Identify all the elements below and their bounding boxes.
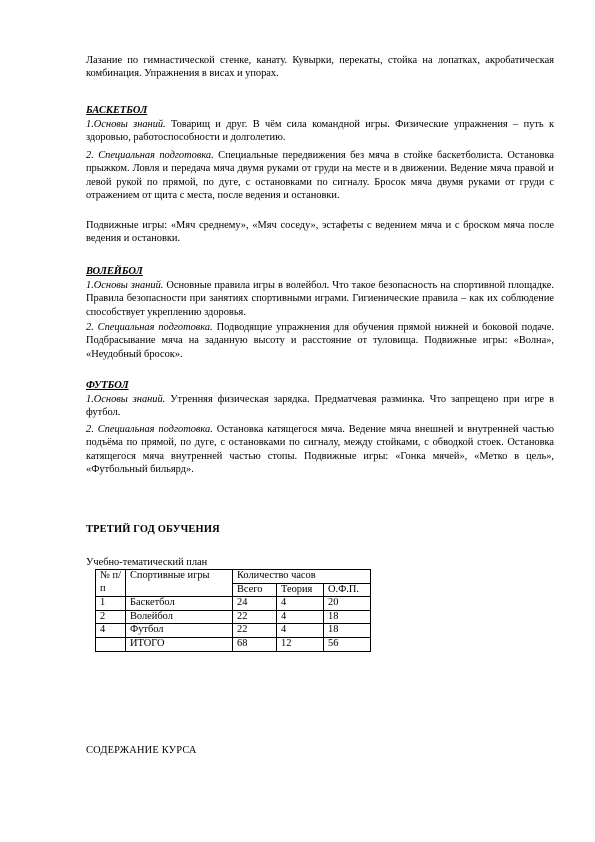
basketball-games-paragraph: Подвижные игры: «Мяч среднему», «Мяч соседу», эстафеты с ведением мяча и с броском мяча после ведения и остановки. [86,220,554,245]
row-ofp: 56 [324,637,371,651]
row-ofp: 20 [324,597,371,611]
study-plan-table [95,569,371,652]
row-total: 68 [233,637,277,651]
football-knowledge-text: Утренняя физическая зарядка. Предматчевая разминка. Что запрещено при игре в футбол. [86,394,554,419]
table-row [96,610,371,624]
header-total: Всего [233,583,277,597]
football-heading: ФУТБОЛ [86,380,129,391]
football-knowledge-paragraph [86,393,554,420]
row-total: 24 [233,597,277,611]
header-theory: Теория [277,583,324,597]
row-theory: 12 [277,637,324,651]
basketball-knowledge-paragraph [86,118,554,145]
row-name: Футбол [126,624,233,638]
volleyball-training-paragraph [86,321,554,361]
row-name: Волейбол [126,610,233,624]
row-theory: 4 [277,610,324,624]
row-ofp: 18 [324,624,371,638]
volleyball-knowledge-text: Основные правила игры в волейбол. Что такое безопасность на спортивной площадке. Правила безопасности при занятиях спортивными играми. Гигиенические правила – как их соблюдение способствует укреплению здоровья. [86,280,555,318]
basketball-knowledge-text: Товарищ и друг. В чём сила командной игры. Физические упражнения – путь к здоровью, работоспособности и долголетию. [86,119,554,144]
table-header-row [96,570,371,584]
volleyball-knowledge-paragraph [86,279,554,319]
row-theory: 4 [277,597,324,611]
table-row-total [96,637,371,651]
table-row [96,597,371,611]
basketball-heading: БАСКЕТБОЛ [86,105,148,116]
basketball-knowledge-label: 1.Основы знаний. [86,119,166,130]
basketball-training-text: Специальные передвижения без мяча в стойке баскетболиста. Остановка прыжком. Ловля и передача мяча двумя руками от груди на месте и в движении. Ведение мяча правой и левой рукой по прямой, по дуге, с остановками по сигналу. Бросок мяча двумя руками от груди с отражением от щита с места, после ведения и остановки. [86,150,554,202]
header-ofp: О.Ф.П. [324,583,371,597]
row-ofp: 18 [324,610,371,624]
row-number: 4 [96,624,126,638]
football-training-label: 2. Специальная подготовка. [86,424,213,435]
plan-caption: Учебно-тематический план [86,557,208,568]
row-number: 2 [96,610,126,624]
course-content-title: СОДЕРЖАНИЕ КУРСА [86,745,197,756]
header-hours-count: Количество часов [233,570,371,584]
basketball-training-label: 2. Специальная подготовка. [86,150,214,161]
header-number: № п/п [96,570,126,597]
volleyball-heading: ВОЛЕЙБОЛ [86,266,143,277]
row-number: 1 [96,597,126,611]
row-name: Баскетбол [126,597,233,611]
intro-paragraph: Лазание по гимнастической стенке, канату. Кувырки, перекаты, стойка на лопатках, акробатическая комбинация. Упражнения в висах и упорах. [86,55,554,80]
football-training-text: Остановка катящегося мяча. Ведение мяча внешней и внутренней частью подъёма по прямой, по дуге, с остановками по сигналу, между стойками, с обводкой стоек. Остановка катящегося мяча внутренней частью стопы. Подвижные игры: «Гонка мячей», «Метко в цель», «Футбольный бильярд». [86,424,554,476]
third-year-title: ТРЕТИЙ ГОД ОБУЧЕНИЯ [86,524,220,535]
row-number [96,637,126,651]
row-total: 22 [233,610,277,624]
header-sport-games: Спортивные игры [126,570,233,597]
volleyball-knowledge-label: 1.Основы знаний. [86,280,164,291]
volleyball-training-text: Подводящие упражнения для обучения прямой нижней и боковой подаче. Подбрасывание мяча на заданную высоту и расстояние от туловища. Подвижные игры: «Волна», «Неудобный бросок». [86,322,554,360]
basketball-training-paragraph [86,149,554,203]
row-name: ИТОГО [126,637,233,651]
football-knowledge-label: 1.Основы знаний. [86,394,166,405]
football-training-paragraph [86,423,554,477]
volleyball-training-label: 2. Специальная подготовка. [86,322,213,333]
row-theory: 4 [277,624,324,638]
row-total: 22 [233,624,277,638]
table-row [96,624,371,638]
